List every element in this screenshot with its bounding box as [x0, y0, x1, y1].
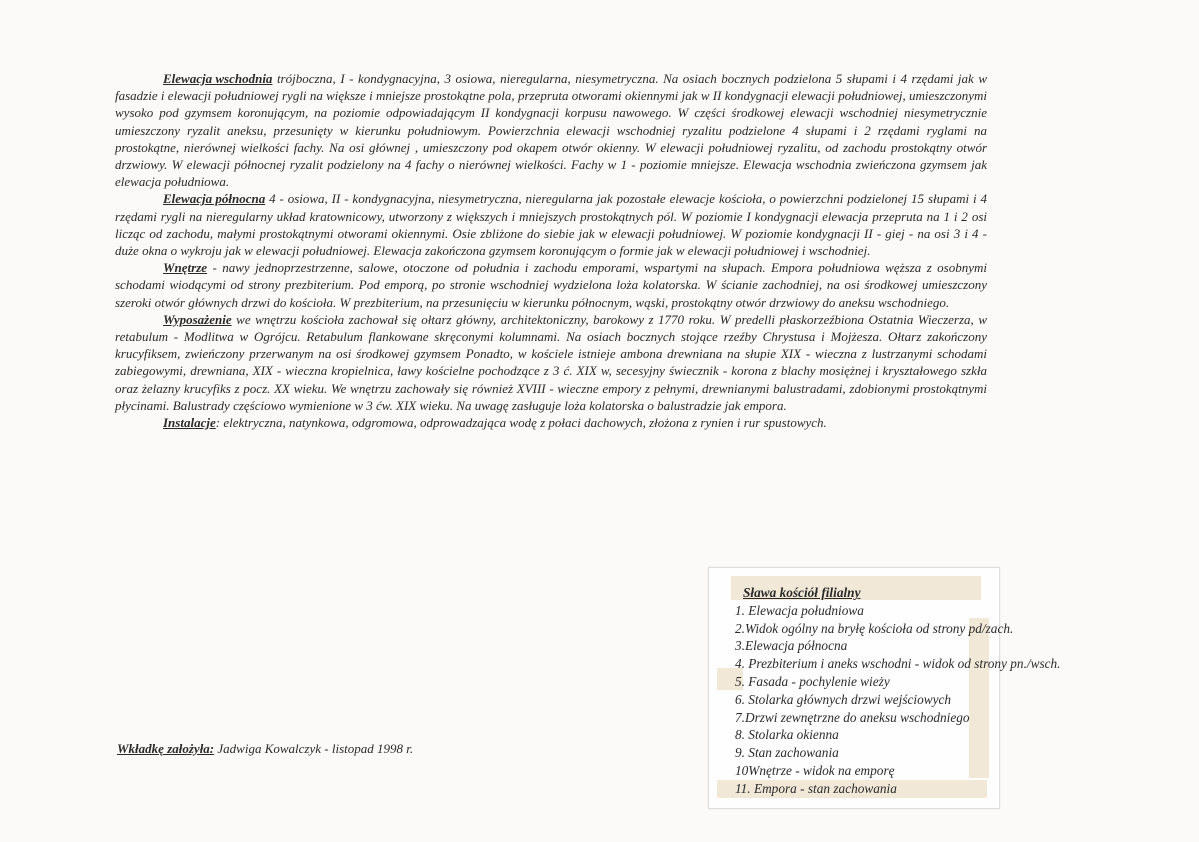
heading-installations: Instalacje: [163, 415, 216, 431]
description-text: [115, 70, 987, 431]
paragraph-installations: [115, 414, 987, 431]
paragraph-interior: [115, 259, 987, 311]
list-item: 2.Widok ogólny na bryłę kościoła od strony pd/zach.: [735, 620, 1014, 636]
photo-list: [735, 602, 1061, 798]
list-item: 11. Empora - stan zachowania: [735, 780, 897, 796]
list-item: 3.Elewacja północna: [735, 638, 848, 654]
list-item: 9. Stan zachowania: [735, 745, 839, 761]
paragraph-furnishings: [115, 311, 987, 414]
paragraph-north-elevation: [115, 190, 987, 259]
heading-interior: Wnętrze: [163, 260, 208, 276]
text-east-elevation: trójboczna, I - kondygnacyjna, 3 osiowa, nieregularna, niesymetryczna. Na osiach bocznych podzielona 5 słupami i 4 rzędami jak w fasadzie i elewacji południowej rygli na większe i mniejsze prostokątne pola, przepruta otworami okiennymi jak w II kondygnacji elewacji południowej, umieszczonymi wysoko pod gzymsem koronującym, na poziomie odpowiadającym II kondygnacji korpusu nawowego. W części środkowej elewacji wschodniej niesymetrycznie umieszczony ryzalit aneksu, przesunięty w kierunku południowym. Powierzchnia elewacji wschodniej ryzalitu podzielone 4 słupami i 2 rzędami ryglami na prostokątne, nierównej wielkości fachy. Na osi głównej , umieszczony pod okapem otwór okienny. W elewacji południowej ryzalitu, od zachodu prostokątny otwór drzwiowy. W elewacji północnej ryzalit podzielony na 4 fachy o nierównej wielkości. Fachy w 1 - poziomie mniejsze. Elewacja wschodnia zwieńczona gzymsem jak elewacja południowa.: [115, 71, 987, 190]
text-north-elevation: 4 - osiowa, II - kondygnacyjna, niesymetryczna, nieregularna jak pozostałe elewacje kościoła, o powierzchni podzielonej 15 słupami i 4 rzędami rygli na nieregularny układ kratownicowy, utworzony z większych i mniejszych prostokątnych pól. W poziomie I kondygnacji elewacja przepruta na 1 i 2 osi licząc od zachodu, małymi prostokątnymi otworami okiennymi. Osie zbliżone do siebie jak w elewacji południowej. W poziomie kondygnacji II - giej - na osi 3 i 4 - duże okna o wykroju jak w elewacji południowej. Elewacja zakończona gzymsem koronującym o formie jak w elewacji południowej i wschodniej.: [115, 191, 987, 259]
list-item: 1. Elewacja południowa: [735, 602, 864, 618]
list-item: 5. Fasada - pochylenie wieży: [735, 673, 890, 689]
card-content: [735, 584, 1061, 798]
text-interior: - nawy jednoprzestrzenne, salowe, otoczone od południa i zachodu emporami, wspartymi na słupach. Empora południowa węższa z osobnymi schodami wiodącymi od strony prezbiterium. Pod emporą, po stronie wschodniej wydzielona loża kolatorska. W ścianie zachodniej, na osi środkowej umieszczony szeroki otwór głównych drzwi do kościoła. W prezbiterium, na przesunięciu w kierunku północnym, wąski, prostokątny otwór drzwiowy do aneksu wschodniego.: [115, 260, 987, 310]
list-item: 8. Stolarka okienna: [735, 727, 839, 743]
heading-east-elevation: Elewacja wschodnia: [163, 71, 273, 86]
list-item: 10Wnętrze - widok na emporę: [735, 762, 895, 778]
card-title: Sława kościół filialny: [743, 585, 861, 600]
author-text: Jadwiga Kowalczyk - listopad 1998 r.: [214, 741, 414, 756]
photo-index-card: [708, 567, 1061, 809]
text-furnishings: we wnętrzu kościoła zachował się ołtarz główny, architektoniczny, barokowy z 1770 roku. W predelli płaskorzeźbiona Ostatnia Wieczerza, w retabulum - Modlitwa w Ogrójcu. Retabulum flankowane skręconymi kolumnami. Na osiach bocznych stojące rzeźby Chrystusa i Mojżesza. Ołtarz zakończony krucyfiksem, zwieńczony przerwanym na osi środkowej gzymsem Ponadto, w kościele istnieje ambona drewniana na słupie XIX - wieczna z lustrzanymi schodami zabiegowymi, drewniana, XIX - wieczna kropielnica, ławy kościelne pochodzące z 3 ć. XIX w, secesyjny świecznik - korona z blachy mosiężnej i kryształowego szkła oraz żelazny krucyfiks z pocz. XX wieku. We wnętrzu zachowały się również XVIII - wieczne empory z pełnymi, drewnianymi balustradami, zdobionymi prostokątnymi płycinami. Balustrady częściowo wymienione w 3 ćw. XIX wieku. Na uwagę zasługuje loża kolatorska o balustradzie jak empora.: [115, 311, 987, 413]
list-item: 7.Drzwi zewnętrzne do aneksu wschodniego: [735, 709, 970, 725]
text-installations: : elektryczna, natynkowa, odgromowa, odprowadzająca wodę z połaci dachowych, złożona z rynien i rur spustowych.: [215, 415, 827, 431]
list-item: 4. Prezbiterium i aneks wschodni - widok od strony pn./wsch.: [735, 656, 1061, 672]
heading-north-elevation: Elewacja północna: [163, 191, 266, 207]
author-note: [117, 741, 413, 757]
paragraph-east-elevation: [115, 70, 987, 190]
list-item: 6. Stolarka głównych drzwi wejściowych: [735, 691, 952, 707]
heading-furnishings: Wyposażenie: [163, 311, 232, 327]
author-label: Wkładkę założyła:: [117, 741, 215, 756]
